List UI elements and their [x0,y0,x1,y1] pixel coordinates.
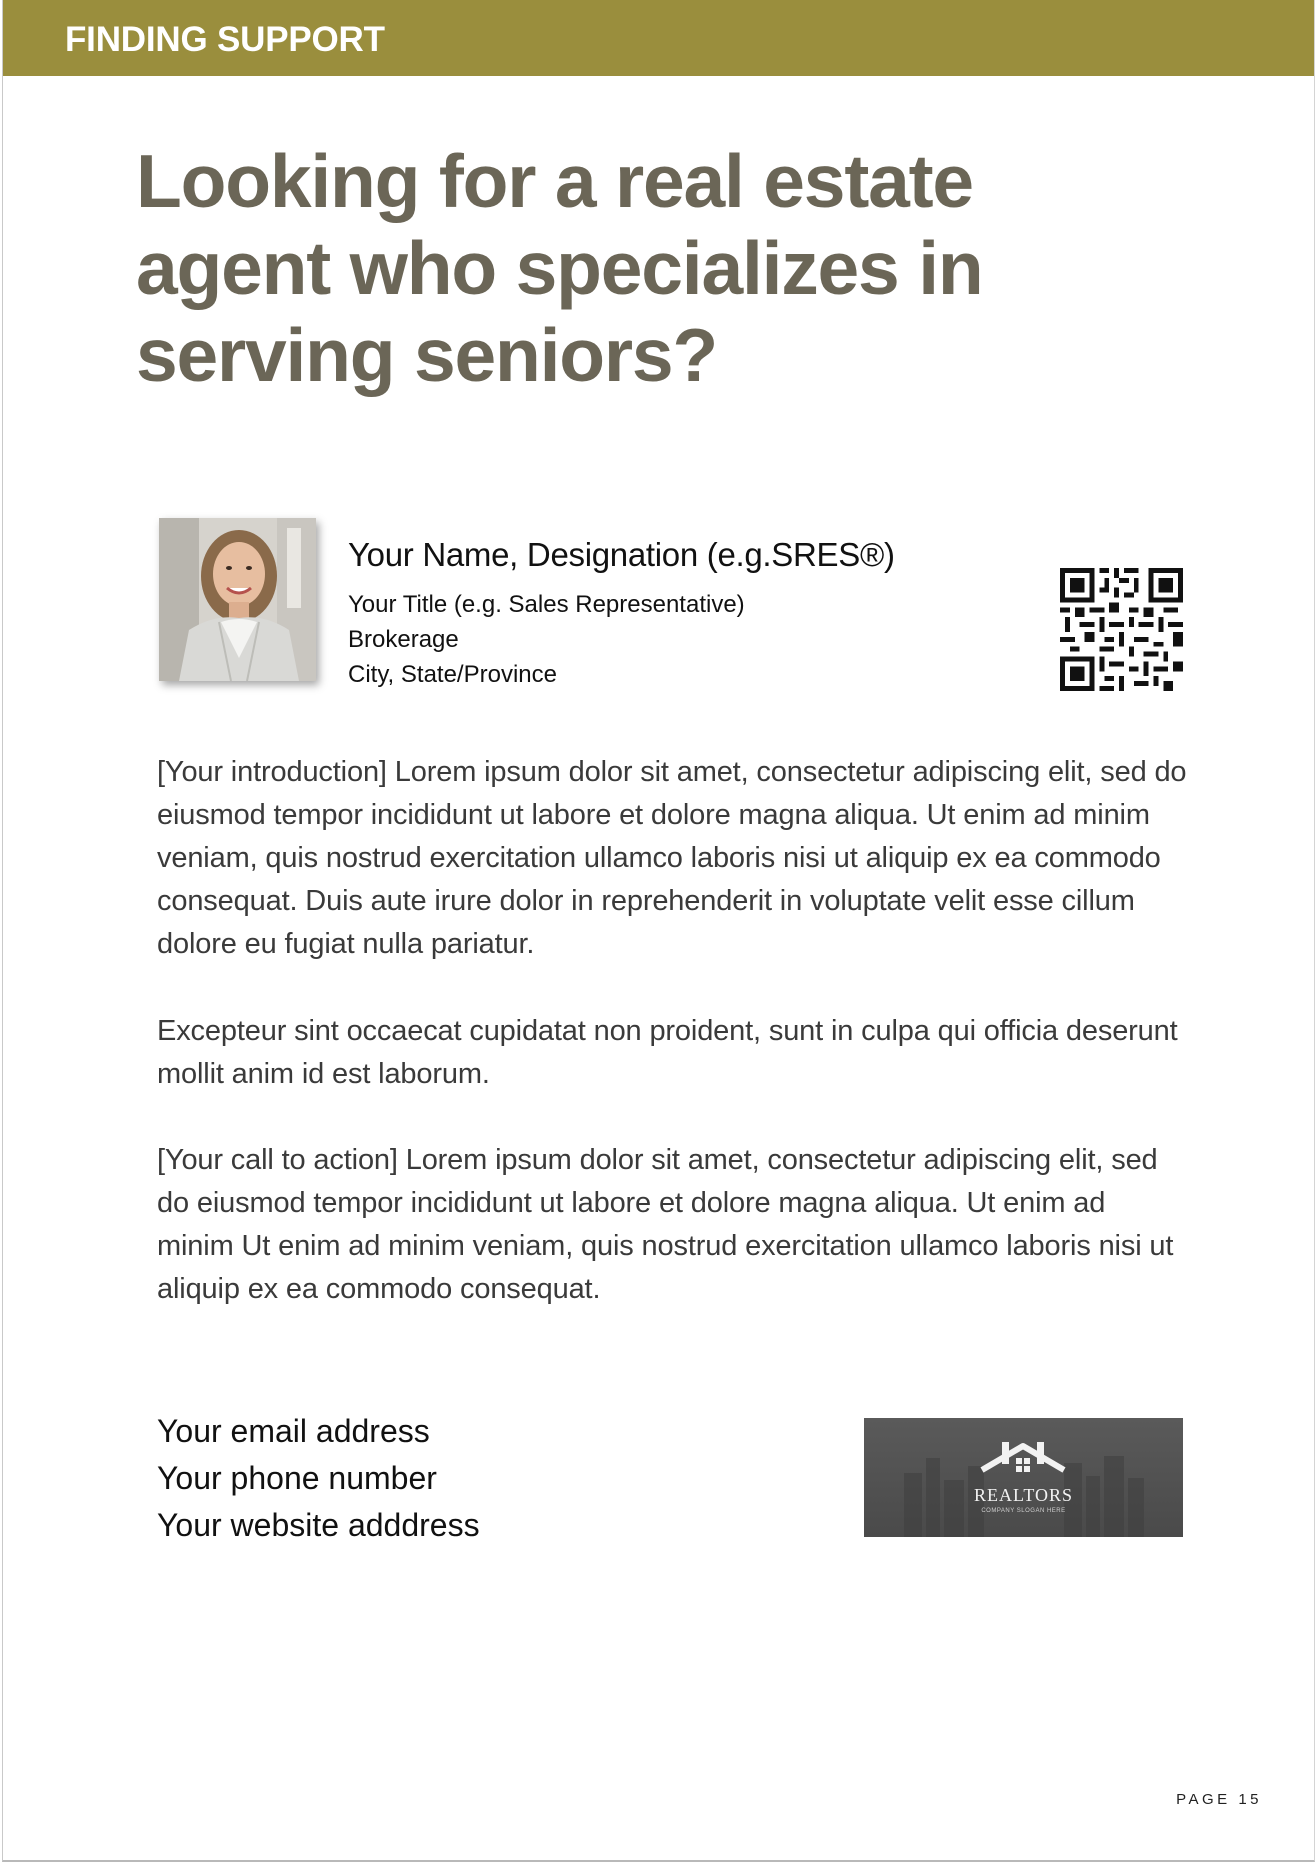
contact-email[interactable]: Your email address [157,1413,430,1449]
section-label: FINDING SUPPORT [65,20,385,59]
contact-website[interactable]: Your website adddress [157,1507,480,1543]
section-header-bar [3,0,1314,76]
document-page [2,0,1315,1862]
intro-paragraph: [Your introduction] Lorem ipsum dolor sit amet, consectetur adipiscing elit, sed do eiusmod tempor incididunt ut labore et dolore magna aliqua. Ut enim ad minim veniam, quis nostrud exercitation ullamco laboris nisi ut aliquip ex ea commodo consequat. Duis aute irure dolor in reprehenderit in voluptate velit esse cillum dolore eu fugiat nulla pariatur. [157,756,1187,960]
page-number: PAGE 15 [1176,1791,1262,1808]
contact-phone[interactable]: Your phone number [157,1460,437,1496]
call-to-action-paragraph: [Your call to action] Lorem ipsum dolor sit amet, consectetur adipiscing elit, sed do eiusmod tempor incididunt ut labore et dolore magna aliqua. Ut enim ad minim Ut enim ad minim veniam, quis nostrud exercitation ullamco laboris nisi ut aliquip ex ea commodo consequat. [157,1144,1174,1305]
agent-photo [159,518,316,681]
agent-name: Your Name, Designation (e.g.SRES®) [348,536,895,573]
portrait-icon [159,518,316,681]
agent-title: Your Title (e.g. Sales Representative) [348,591,745,618]
body-paragraph: Excepteur sint occaecat cupidatat non proident, sunt in culpa qui officia deserunt mollit anim id est laborum. [157,1015,1178,1090]
agent-city: City, State/Province [348,661,557,688]
page-headline [136,138,1136,399]
brand-logo [864,1418,1183,1537]
headline-line: serving seniors? [136,313,718,397]
headline-line: Looking for a real estate [136,139,973,223]
headline-line: agent who specializes in [136,226,983,310]
agent-brokerage: Brokerage [348,626,459,653]
brand-name: REALTORS [973,1485,1074,1505]
house-roof-icon [864,1418,1183,1537]
qr-code-icon[interactable] [1060,568,1183,691]
brand-slogan: COMPANY SLOGAN HERE [981,1508,1066,1514]
